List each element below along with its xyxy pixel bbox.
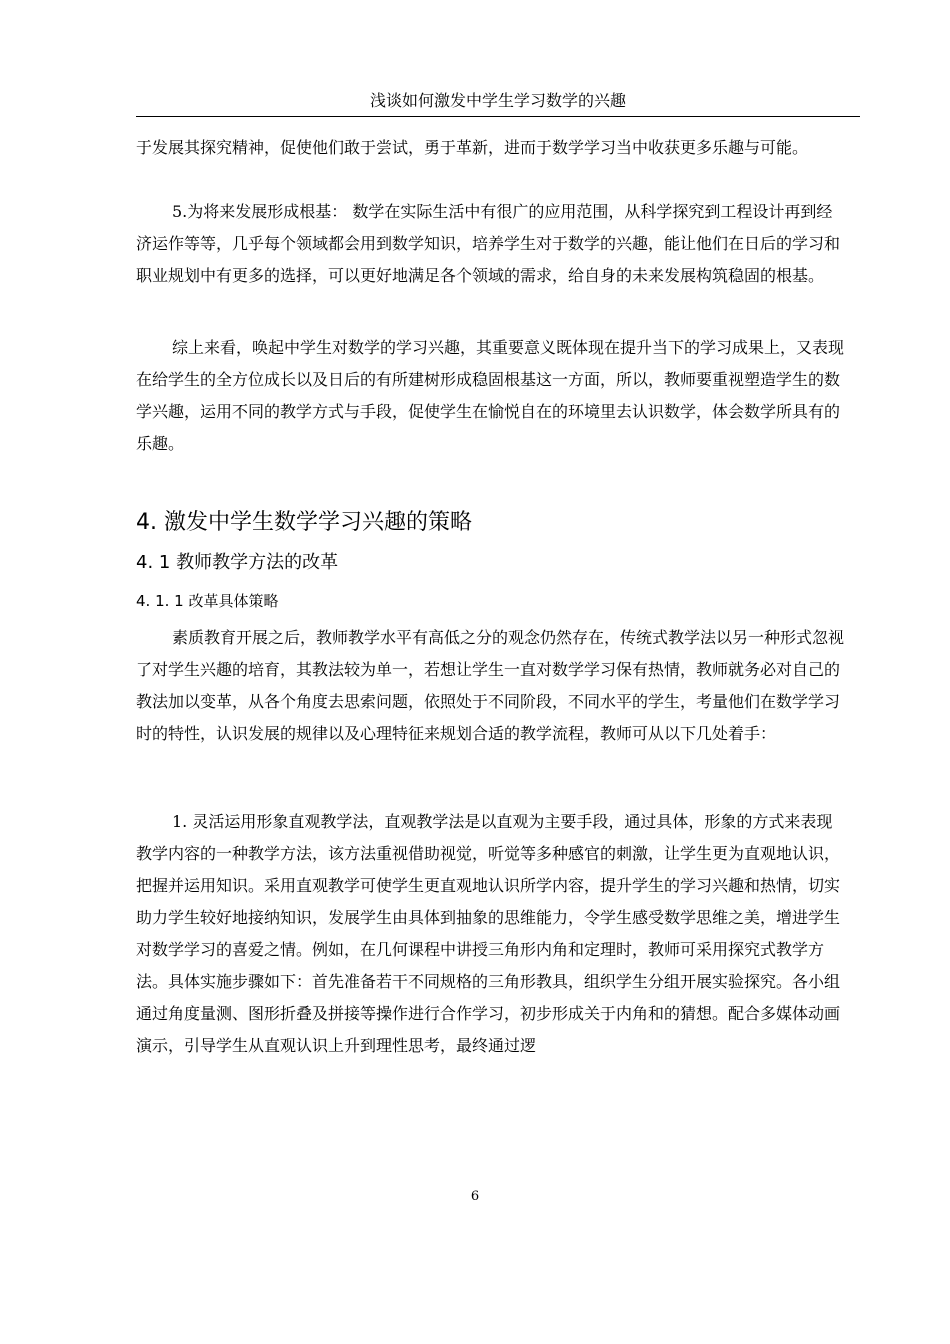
subsubsection-heading-4-1-1: 4. 1. 1 改革具体策略 xyxy=(136,592,279,610)
running-header xyxy=(136,90,860,117)
paragraph-reform-intro: 素质教育开展之后，教师教学水平有高低之分的观念仍然存在，传统式教学法以另一种形式忽视了对学生兴趣的培育，其教法较为单一，若想让学生一直对数学学习保有热情，教师就务必对自己的教法加以变革，从各个角度去思索问题，依照处于不同阶段，不同水平的学生，考量他们在数学学习时的特性，认识发展的规律以及心理特征来规划合适的教学流程，教师可从以下几处着手： xyxy=(136,628,845,743)
section-heading-4: 4. 激发中学生数学学习兴趣的策略 xyxy=(136,510,472,535)
paragraph-method-1: 1. 灵活运用形象直观教学法，直观教学法是以直观为主要手段，通过具体，形象的方式来表现教学内容的一种教学方法，该方法重视借助视觉，听觉等多种感官的刺激，让学生更为直观地认识，把握并运用知识。采用直观教学可使学生更直观地认识所学内容，提升学生的学习兴趣和热情，切实助力学生较好地接纳知识，发展学生由具体到抽象的思维能力，令学生感受数学思维之美，增进学生对数学学习的喜爱之情。例如，在几何课程中讲授三角形内角和定理时，教师可采用探究式教学方法。具体实施步骤如下：首先准备若干不同规格的三角形教具，组织学生分组开展实验探究。各小组通过角度量测、图形折叠及拼接等操作进行合作学习，初步形成关于内角和的猜想。配合多媒体动画演示，引导学生从直观认识上升到理性思考，最终通过逻 xyxy=(136,812,841,1055)
paragraph-item-5: 5.为将来发展形成根基： 数学在实际生活中有很广的应用范围，从科学探究到工程设计再到经济运作等等，几乎每个领域都会用到数学知识，培养学生对于数学的兴趣，能让他们在日后的学习和职业规划中有更多的选择，可以更好地满足各个领域的需求，给自身的未来发展构筑稳固的根基。 xyxy=(136,202,841,285)
paragraph-continuation: 于发展其探究精神，促使他们敢于尝试，勇于革新，进而于数学学习当中收获更多乐趣与可能。 xyxy=(136,138,809,157)
running-header-title: 浅谈如何激发中学生学习数学的兴趣 xyxy=(369,91,626,110)
page-number: 6 xyxy=(470,1189,480,1204)
subsection-heading-4-1: 4. 1 教师教学方法的改革 xyxy=(136,552,339,573)
paragraph-summary: 综上来看，唤起中学生对数学的学习兴趣，其重要意义既体现在提升当下的学习成果上，又表现在给学生的全方位成长以及日后的有所建树形成稳固根基这一方面，所以，教师要重视塑造学生的数学兴趣，运用不同的教学方式与手段，促使学生在愉悦自在的环境里去认识数学，体会数学所具有的乐趣。 xyxy=(136,338,845,453)
